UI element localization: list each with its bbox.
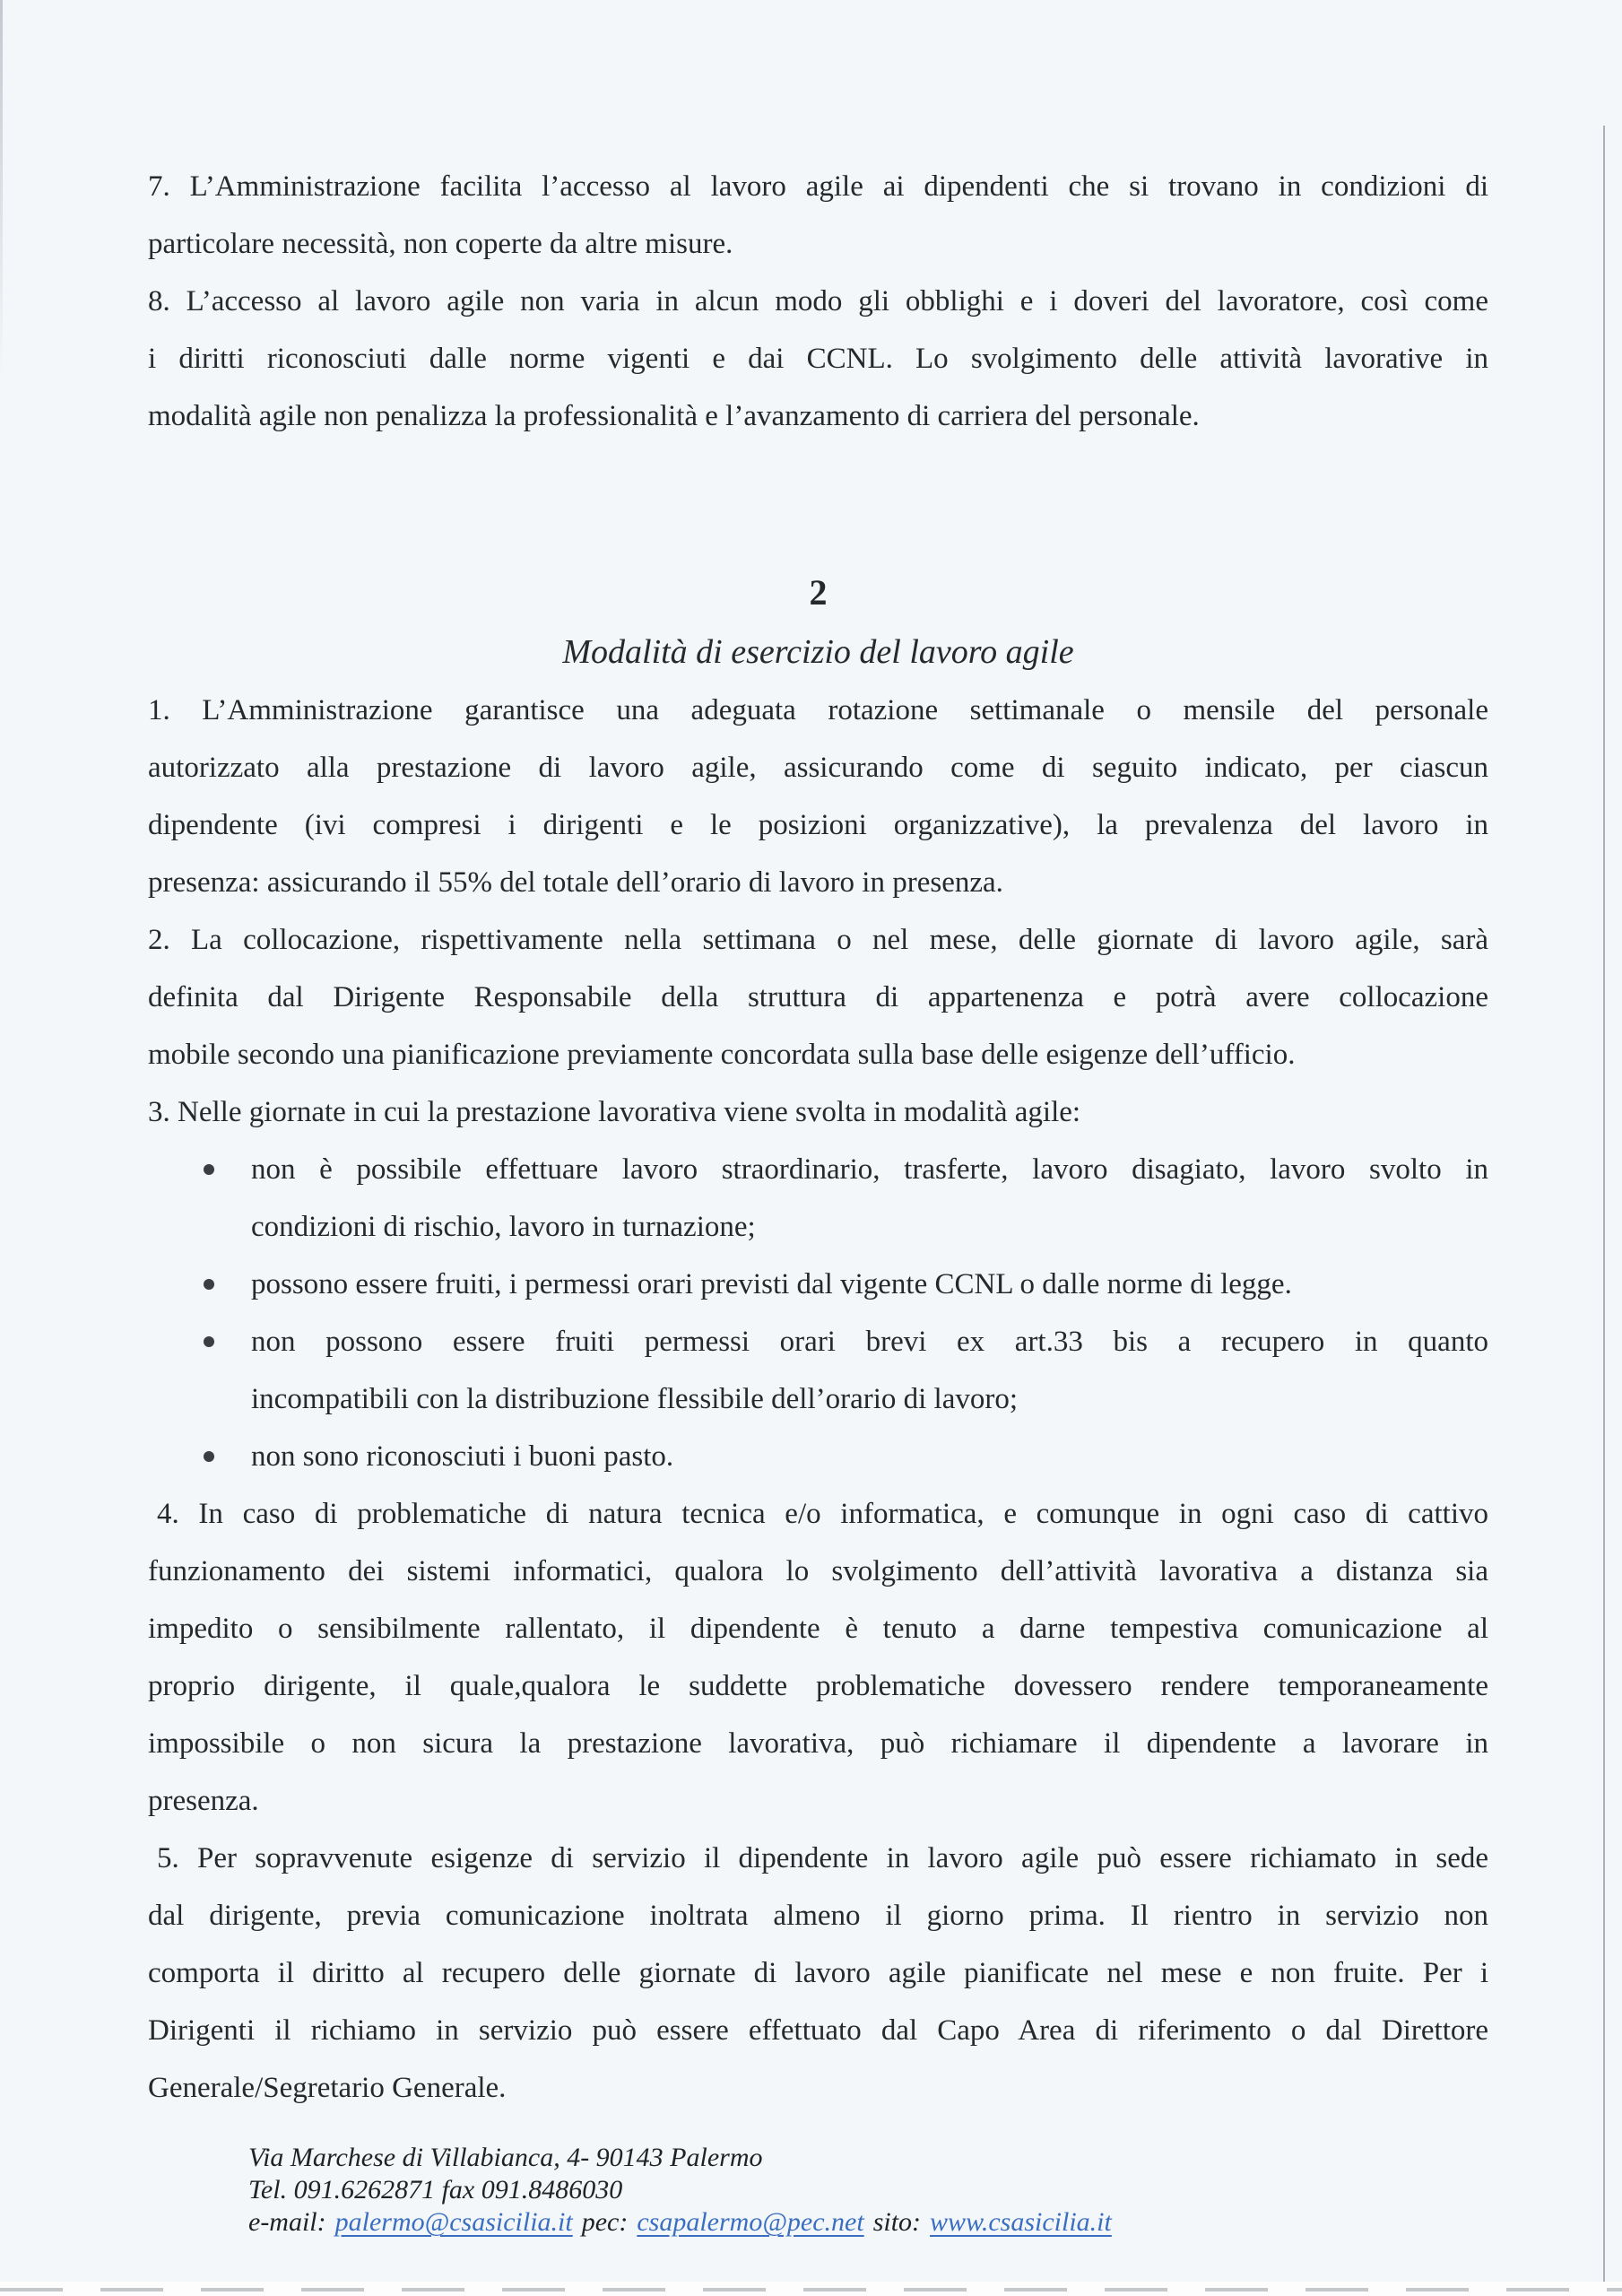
site-label: sito: [872, 2207, 922, 2237]
paragraph-4-line: impedito o sensibilmente rallentato, il dipendente è tenuto a darne tempestiva comunicazione al [148, 1613, 1488, 1645]
paragraph-3-line: 3. Nelle giornate in cui la prestazione lavorativa viene svolta in modalità agile: [148, 1096, 1081, 1128]
pec-label: pec: [581, 2207, 629, 2237]
paragraph-1-line: presenza: assicurando il 55% del totale dell’orario di lavoro in presenza. [148, 866, 1003, 899]
paragraph-5-line: comporta il diritto al recupero delle giornate di lavoro agile pianificate nel mese e non fruite. Per i [148, 1957, 1488, 1989]
pec-link[interactable]: csapalermo@pec.net [637, 2207, 864, 2237]
paragraph-5-line: Dirigenti il richiamo in servizio può essere effettuato dal Capo Area di riferimento o dal Direttore [148, 2014, 1488, 2047]
footer-contacts [248, 2206, 1121, 2239]
paragraph-4-line: funzionamento dei sistemi informatici, qualora lo svolgimento dell’attività lavorativa a distanza sia [148, 1555, 1488, 1587]
email-label: e-mail: [248, 2207, 326, 2237]
site-link[interactable]: www.csasicilia.it [930, 2207, 1112, 2237]
bullet-item-line: possono essere fruiti, i permessi orari previsti dal vigente CCNL o dalle norme di legge. [148, 1256, 1488, 1313]
footer-contact-block [248, 2142, 1121, 2239]
paragraph-7-line: 7. L’Amministrazione facilita l’accesso al lavoro agile ai dipendenti che si trovano in condizioni di [148, 170, 1488, 203]
email-link[interactable]: palermo@csasicilia.it [334, 2207, 573, 2237]
paragraph-7-line: particolare necessità, non coperte da altre misure. [148, 228, 733, 260]
paragraph-1-line: dipendente (ivi compresi i dirigenti e le posizioni organizzative), la prevalenza del lavoro in [148, 809, 1488, 841]
scan-bottom-edge [0, 2282, 1622, 2296]
footer-address: Via Marchese di Villabianca, 4- 90143 Palermo [248, 2143, 763, 2172]
paragraph-2-line: 2. La collocazione, rispettivamente nella settimana o nel mese, delle giornate di lavoro agile, sarà [148, 924, 1488, 956]
bullet-item-line: condizioni di rischio, lavoro in turnazione; [251, 1211, 756, 1243]
paragraph-1-line: autorizzato alla prestazione di lavoro agile, assicurando come di seguito indicato, per ciascun [148, 752, 1488, 784]
document-body [148, 158, 1488, 2117]
bullet-item-line: non è possibile effettuare lavoro straordinario, trasferte, lavoro disagiato, lavoro svolto in [148, 1141, 1488, 1198]
paragraph-4-line: presenza. [148, 1785, 259, 1817]
section-number: 2 [809, 572, 828, 613]
paragraph-5-line: Generale/Segretario Generale. [148, 2072, 507, 2104]
paragraph-4-line: impossibile o non sicura la prestazione lavorativa, può richiamare il dipendente a lavorare in [148, 1727, 1488, 1760]
scan-right-edge-line [1603, 126, 1605, 2285]
paragraph-8-line: i diritti riconosciuti dalle norme vigenti e dai CCNL. Lo svolgimento delle attività lavorative in [148, 343, 1488, 375]
paragraph-4-line: 4. In caso di problematiche di natura tecnica e/o informatica, e comunque in ogni caso di cattivo [157, 1498, 1488, 1530]
paragraph-1-line: 1. L’Amministrazione garantisce una adeguata rotazione settimanale o mensile del personale [148, 694, 1488, 726]
paragraph-8-line: modalità agile non penalizza la professionalità e l’avanzamento di carriera del personale. [148, 400, 1200, 432]
section-title: Modalità di esercizio del lavoro agile [562, 633, 1074, 671]
paragraph-2-line: definita dal Dirigente Responsabile della struttura di appartenenza e potrà avere collocazione [148, 981, 1488, 1013]
footer-phone: Tel. 091.6262871 fax 091.8486030 [248, 2175, 623, 2205]
scan-left-edge-shadow [0, 0, 3, 377]
bullet-item-line: non sono riconosciuti i buoni pasto. [148, 1428, 1488, 1485]
paragraph-5-line: 5. Per sopravvenute esigenze di servizio il dipendente in lavoro agile può essere richiamato in sede [157, 1842, 1488, 1874]
paragraph-8-line: 8. L’accesso al lavoro agile non varia in alcun modo gli obblighi e i doveri del lavoratore, così come [148, 285, 1488, 317]
bullet-item-line: non possono essere fruiti permessi orari brevi ex art.33 bis a recupero in quanto [148, 1313, 1488, 1370]
bullet-item-line: incompatibili con la distribuzione flessibile dell’orario di lavoro; [251, 1383, 1019, 1415]
paragraph-2-line: mobile secondo una pianificazione previamente concordata sulla base delle esigenze dell’ufficio. [148, 1039, 1296, 1071]
paragraph-4-line: proprio dirigente, il quale,qualora le suddette problematiche dovessero rendere temporaneamente [148, 1670, 1488, 1702]
paragraph-5-line: dal dirigente, previa comunicazione inoltrata almeno il giorno prima. Il rientro in servizio non [148, 1900, 1488, 1932]
